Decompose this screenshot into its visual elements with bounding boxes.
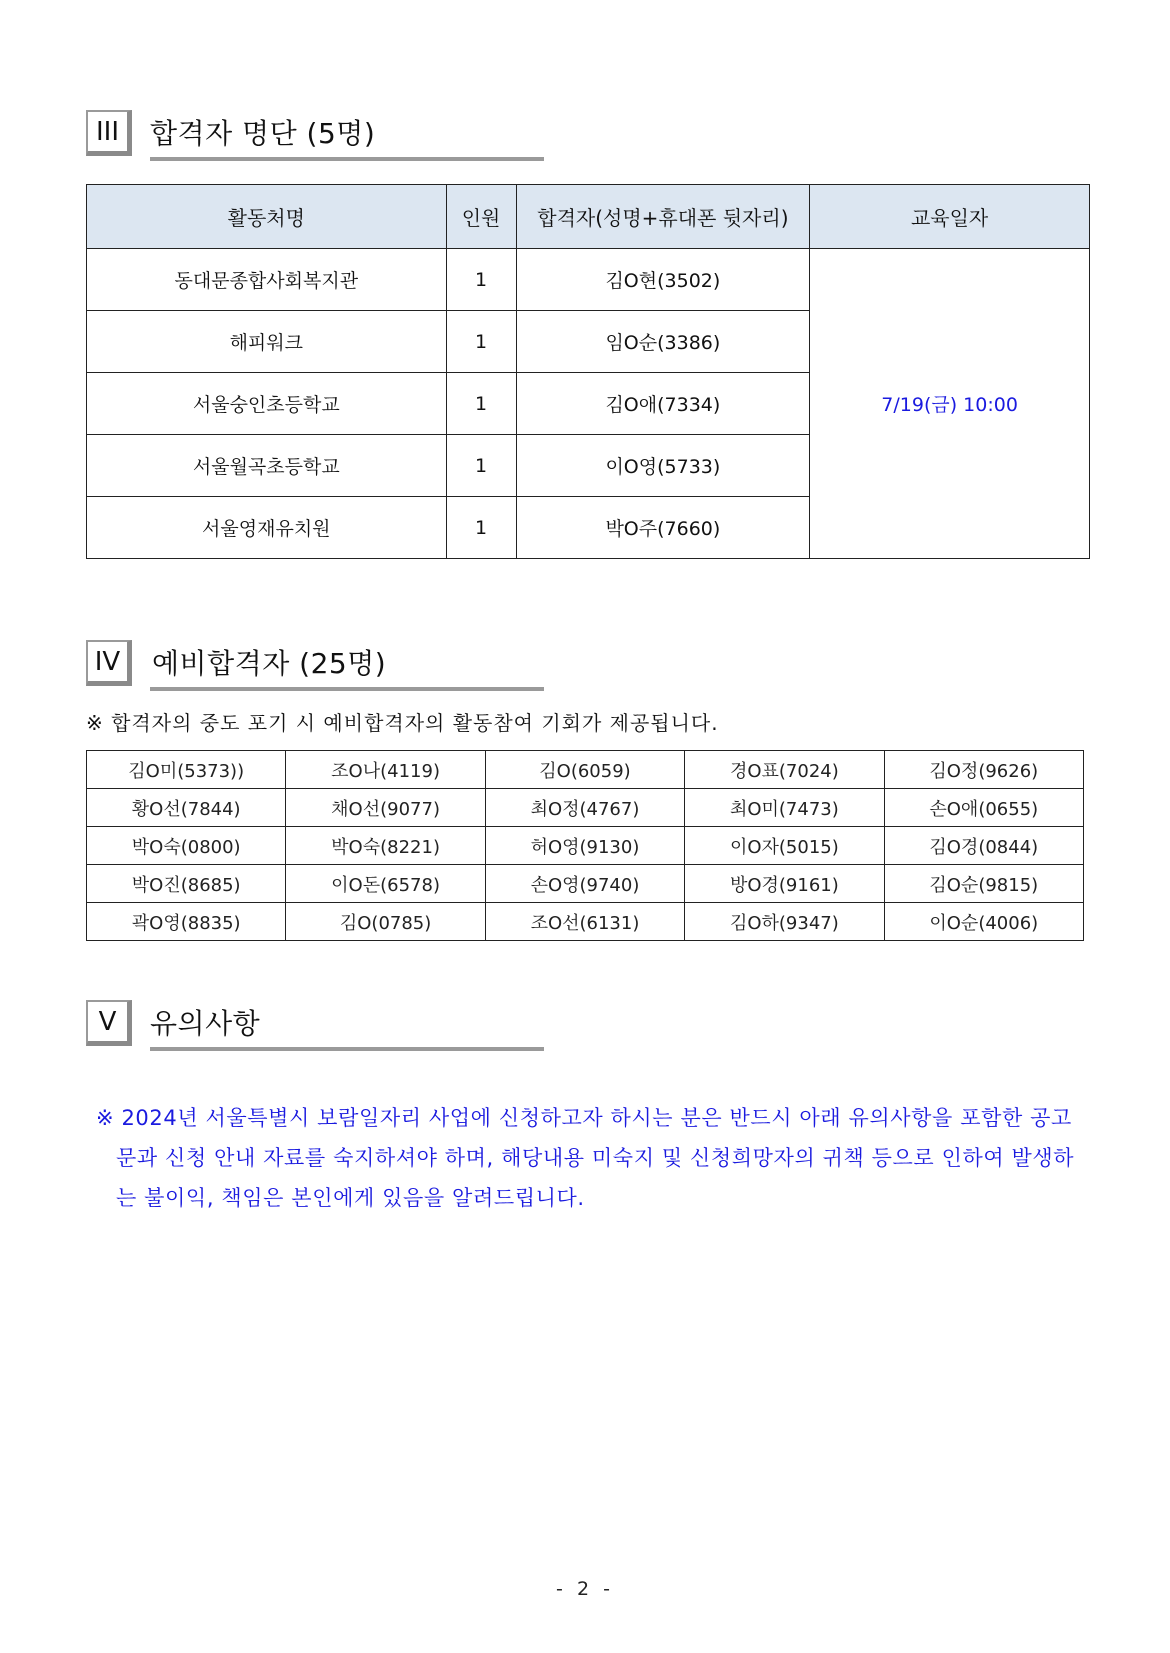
table-row	[87, 789, 1084, 827]
header-org: 활동처명	[87, 185, 447, 249]
reserve-note: ※ 합격자의 중도 포기 시 예비합격자의 활동참여 기회가 제공됩니다.	[86, 711, 719, 735]
notice-line: 는 불이익, 책임은 본인에게 있음을 알려드립니다.	[116, 1186, 585, 1210]
reserve-cell: 곽O영(8835)	[87, 903, 286, 941]
section-title: 유의사항	[150, 1007, 261, 1040]
reserve-cell: 김O순(9815)	[884, 865, 1083, 903]
reserve-cell: 손O애(0655)	[884, 789, 1083, 827]
header-passer: 합격자(성명+휴대폰 뒷자리)	[516, 185, 810, 249]
reserve-cell: 김O(0785)	[286, 903, 485, 941]
section-number-box: IV	[86, 640, 132, 686]
notice-line: 문과 신청 안내 자료를 숙지하셔야 하며, 해당내용 미숙지 및 신청희망자의 귀책 등으로 인하여 발생하	[116, 1146, 1075, 1170]
passer-cell: 김O애(7334)	[516, 373, 810, 435]
table-row	[87, 827, 1084, 865]
passer-cell: 박O주(7660)	[516, 497, 810, 559]
count-cell: 1	[446, 311, 516, 373]
passer-cell: 김O현(3502)	[516, 249, 810, 311]
org-cell: 서울월곡초등학교	[87, 435, 447, 497]
passer-cell: 임O순(3386)	[516, 311, 810, 373]
reserve-cell: 이O순(4006)	[884, 903, 1083, 941]
section-underline	[150, 687, 544, 691]
reserve-cell: 김O정(9626)	[884, 751, 1083, 789]
section-underline	[150, 157, 544, 161]
org-cell: 서울영재유치원	[87, 497, 447, 559]
reserve-cell: 허O영(9130)	[485, 827, 684, 865]
reserve-cell: 경O표(7024)	[685, 751, 884, 789]
reserve-cell: 박O숙(0800)	[87, 827, 286, 865]
section-title: 예비합격자 (25명)	[152, 647, 387, 680]
reserve-cell: 황O선(7844)	[87, 789, 286, 827]
reserve-cell: 박O진(8685)	[87, 865, 286, 903]
table-header-row	[87, 185, 1090, 249]
org-cell: 해피워크	[87, 311, 447, 373]
table-row	[87, 865, 1084, 903]
org-cell: 동대문종합사회복지관	[87, 249, 447, 311]
page-number: - 2 -	[556, 1578, 614, 1600]
reserve-cell: 채O선(9077)	[286, 789, 485, 827]
notice-paragraph	[96, 1098, 1092, 1218]
notice-line: ※ 2024년 서울특별시 보람일자리 사업에 신청하고자 하시는 분은 반드시 아래 유의사항을 포함한 공고	[96, 1106, 1072, 1130]
reserve-cell: 김O(6059)	[485, 751, 684, 789]
reserve-cell: 김O하(9347)	[685, 903, 884, 941]
section-number-box: III	[86, 110, 132, 156]
header-count: 인원	[446, 185, 516, 249]
passed-table	[86, 184, 1090, 559]
edu-date-cell: 7/19(금) 10:00	[810, 249, 1090, 559]
reserve-cell: 김O경(0844)	[884, 827, 1083, 865]
section-underline	[150, 1047, 544, 1051]
reserve-cell: 박O숙(8221)	[286, 827, 485, 865]
section-number-box: V	[86, 1000, 132, 1046]
count-cell: 1	[446, 249, 516, 311]
section-title: 합격자 명단 (5명)	[150, 117, 376, 150]
count-cell: 1	[446, 373, 516, 435]
header-edu-date: 교육일자	[810, 185, 1090, 249]
section-3-heading	[86, 110, 546, 164]
table-row	[87, 751, 1084, 789]
reserve-cell: 최O미(7473)	[685, 789, 884, 827]
table-row	[87, 903, 1084, 941]
reserve-table	[86, 750, 1084, 941]
reserve-cell: 이O자(5015)	[685, 827, 884, 865]
reserve-cell: 이O돈(6578)	[286, 865, 485, 903]
passer-cell: 이O영(5733)	[516, 435, 810, 497]
reserve-cell: 조O선(6131)	[485, 903, 684, 941]
section-5-heading	[86, 1000, 546, 1054]
reserve-cell: 김O미(5373))	[87, 751, 286, 789]
reserve-cell: 방O경(9161)	[685, 865, 884, 903]
reserve-cell: 최O정(4767)	[485, 789, 684, 827]
reserve-cell: 손O영(9740)	[485, 865, 684, 903]
count-cell: 1	[446, 497, 516, 559]
reserve-cell: 조O나(4119)	[286, 751, 485, 789]
section-4-heading	[86, 640, 546, 694]
table-row	[87, 249, 1090, 311]
org-cell: 서울숭인초등학교	[87, 373, 447, 435]
count-cell: 1	[446, 435, 516, 497]
